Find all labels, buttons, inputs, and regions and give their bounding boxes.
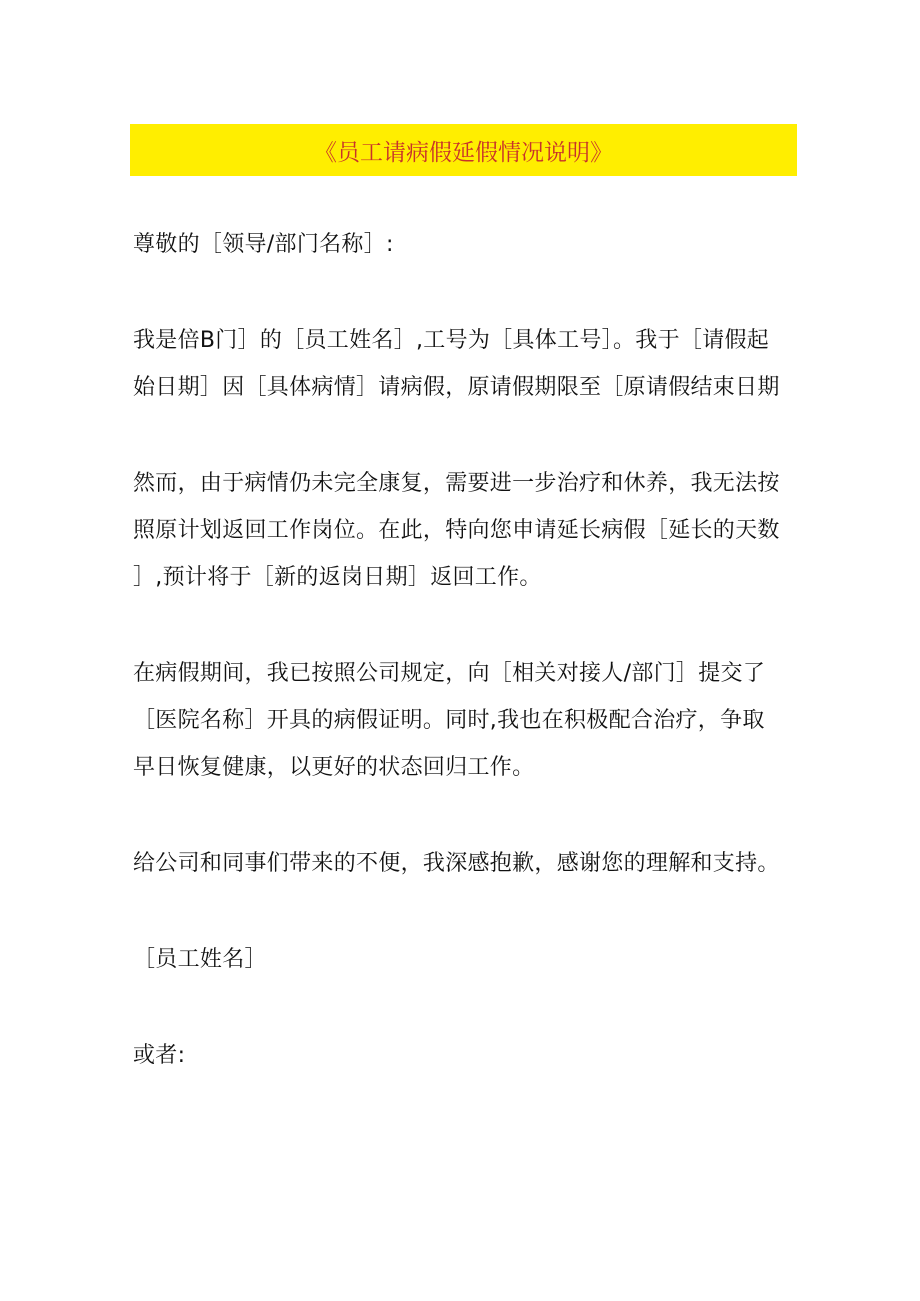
paragraph-1-line-1: 我是倍B门］的［员工姓名］,工号为［具体工号］。我于［请假起 bbox=[133, 328, 770, 353]
paragraph-3-line-3: 早日恢复健康，以更好的状态回归工作。 bbox=[133, 755, 535, 780]
document-title: 《员工请病假延假情况说明》 bbox=[314, 139, 613, 166]
salutation: 尊敬的［领导/部门名称］: bbox=[133, 232, 394, 257]
alternative-label: 或者: bbox=[133, 1043, 186, 1068]
signature: ［员工姓名］ bbox=[133, 947, 267, 972]
paragraph-4: 给公司和同事们带来的不便，我深感抱歉，感谢您的理解和支持。 bbox=[133, 851, 780, 876]
paragraph-1-line-2: 始日期］因［具体病情］请病假，原请假期限至［原请假结束日期 bbox=[133, 375, 780, 400]
paragraph-2-line-2: 照原计划返回工作岗位。在此，特向您申请延长病假［延长的天数 bbox=[133, 518, 780, 543]
paragraph-2-line-3: ］,预计将于［新的返岗日期］返回工作。 bbox=[133, 565, 542, 590]
paragraph-2-line-1: 然而，由于病情仍未完全康复，需要进一步治疗和休养，我无法按 bbox=[133, 471, 780, 496]
paragraph-3-line-1: 在病假期间，我已按照公司规定，向［相关对接人/部门］提交了 bbox=[133, 661, 766, 686]
paragraph-3-line-2: ［医院名称］开具的病假证明。同时,我也在积极配合治疗，争取 bbox=[133, 708, 765, 733]
title-banner bbox=[130, 124, 797, 176]
